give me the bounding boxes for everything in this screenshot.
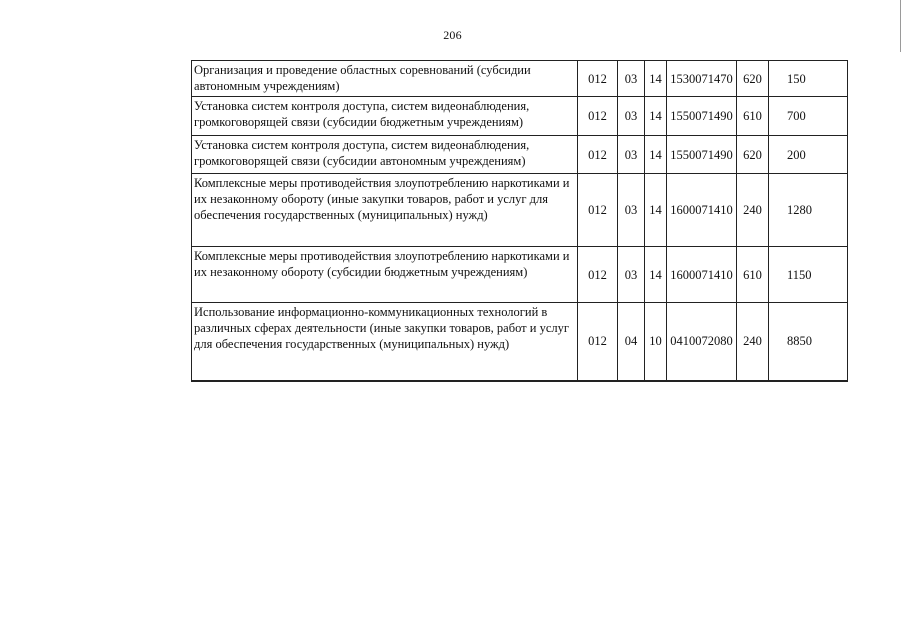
expense-type-cell: 240	[737, 303, 769, 381]
expense-name-cell: Комплексные меры противодействия злоупотреблению наркотиками и их незаконному обороту (иные закупки товаров, работ и услуг для обеспечения государственных (муниципальных) нужд)	[192, 174, 578, 247]
ministry-code-cell: 012	[578, 61, 618, 97]
scan-edge-line	[900, 0, 901, 52]
expense-name-cell: Использование информационно-коммуникационных технологий в различных сферах деятельности (иные закупки товаров, работ и услуг для обеспечения государственных (муниципальных) нужд)	[192, 303, 578, 381]
subsection-code-cell: 14	[645, 97, 667, 136]
amount-cell: 200	[769, 136, 848, 174]
table-row	[192, 303, 848, 381]
subsection-code-cell: 14	[645, 247, 667, 303]
subsection-code-cell: 10	[645, 303, 667, 381]
expense-type-cell: 610	[737, 247, 769, 303]
budget-allocation-table	[191, 60, 848, 382]
section-code-cell: 03	[618, 61, 645, 97]
expense-name-cell: Комплексные меры противодействия злоупотреблению наркотиками и их незаконному обороту (субсидии бюджетным учреждениям)	[192, 247, 578, 303]
table-row	[192, 174, 848, 247]
expense-name-cell: Установка систем контроля доступа, систем видеонаблюдения, громкоговорящей связи (субсидии бюджетным учреждениям)	[192, 97, 578, 136]
amount-cell: 8850	[769, 303, 848, 381]
table-row	[192, 61, 848, 97]
subsection-code-cell: 14	[645, 174, 667, 247]
section-code-cell: 03	[618, 136, 645, 174]
expense-type-cell: 610	[737, 97, 769, 136]
section-code-cell: 04	[618, 303, 645, 381]
expense-type-cell: 620	[737, 61, 769, 97]
target-article-cell: 1600071410	[667, 174, 737, 247]
expense-type-cell: 620	[737, 136, 769, 174]
amount-cell: 700	[769, 97, 848, 136]
target-article-cell: 1550071490	[667, 136, 737, 174]
expense-type-cell: 240	[737, 174, 769, 247]
ministry-code-cell: 012	[578, 303, 618, 381]
target-article-cell: 1600071410	[667, 247, 737, 303]
table-row	[192, 97, 848, 136]
section-code-cell: 03	[618, 97, 645, 136]
subsection-code-cell: 14	[645, 136, 667, 174]
amount-cell: 1280	[769, 174, 848, 247]
amount-cell: 150	[769, 61, 848, 97]
amount-cell: 1150	[769, 247, 848, 303]
section-code-cell: 03	[618, 247, 645, 303]
target-article-cell: 0410072080	[667, 303, 737, 381]
page-number: 206	[443, 28, 462, 42]
ministry-code-cell: 012	[578, 247, 618, 303]
section-code-cell: 03	[618, 174, 645, 247]
expense-name-cell: Организация и проведение областных соревнований (субсидии автономным учреждениям)	[192, 61, 578, 97]
ministry-code-cell: 012	[578, 174, 618, 247]
expense-name-cell: Установка систем контроля доступа, систем видеонаблюдения, громкоговорящей связи (субсидии автономным учреждениям)	[192, 136, 578, 174]
table-row	[192, 247, 848, 303]
table-row	[192, 136, 848, 174]
target-article-cell: 1550071490	[667, 97, 737, 136]
target-article-cell: 1530071470	[667, 61, 737, 97]
ministry-code-cell: 012	[578, 136, 618, 174]
subsection-code-cell: 14	[645, 61, 667, 97]
ministry-code-cell: 012	[578, 97, 618, 136]
